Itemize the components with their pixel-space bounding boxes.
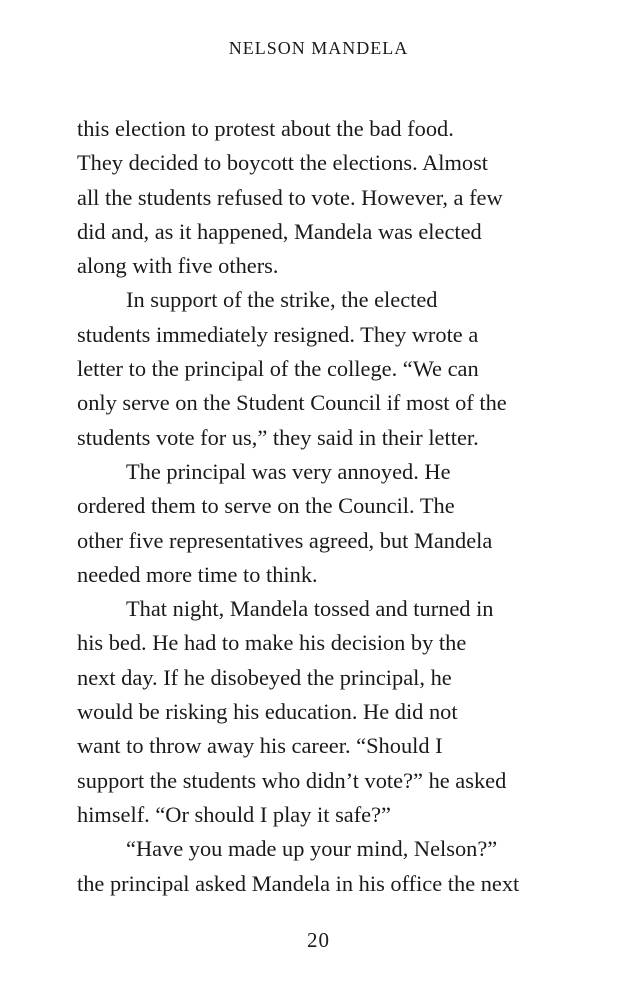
text-line: only serve on the Student Council if most of the [77, 390, 507, 416]
paragraph [77, 283, 577, 454]
text-line: students vote for us,” they said in their letter. [77, 424, 479, 450]
body-text [77, 112, 577, 901]
paragraph [77, 592, 577, 832]
running-head: NELSON MANDELA [228, 38, 409, 58]
text-line: needed more time to think. [77, 561, 318, 587]
text-line: want to throw away his career. “Should I [77, 733, 443, 759]
text-line: The principal was very annoyed. He [126, 458, 451, 484]
text-line: That night, Mandela tossed and turned in [126, 596, 494, 622]
page-number: 20 [307, 928, 330, 952]
paragraph [77, 455, 577, 592]
text-line: In support of the strike, the elected [126, 287, 438, 313]
text-line: next day. If he disobeyed the principal, he [77, 664, 452, 690]
text-line: himself. “Or should I play it safe?” [77, 801, 391, 827]
text-line: his bed. He had to make his decision by the [77, 630, 467, 656]
paragraph [77, 112, 577, 283]
text-line: support the students who didn’t vote?” he asked [77, 767, 507, 793]
text-line: would be risking his education. He did not [77, 699, 458, 725]
text-line: students immediately resigned. They wrote a [77, 321, 479, 347]
text-line: this election to protest about the bad food. [77, 116, 454, 141]
text-line: along with five others. [77, 253, 279, 279]
text-line: all the students refused to vote. However, a few [77, 184, 503, 210]
text-line: the principal asked Mandela in his office the next [77, 870, 520, 896]
text-line: did and, as it happened, Mandela was elected [77, 218, 482, 244]
text-line: letter to the principal of the college. “We can [77, 356, 479, 382]
paragraph [77, 832, 577, 901]
text-line: other five representatives agreed, but Mandela [77, 527, 493, 553]
text-line: “Have you made up your mind, Nelson?” [126, 836, 498, 862]
text-line: ordered them to serve on the Council. The [77, 493, 455, 519]
text-line: They decided to boycott the elections. Almost [77, 150, 489, 176]
